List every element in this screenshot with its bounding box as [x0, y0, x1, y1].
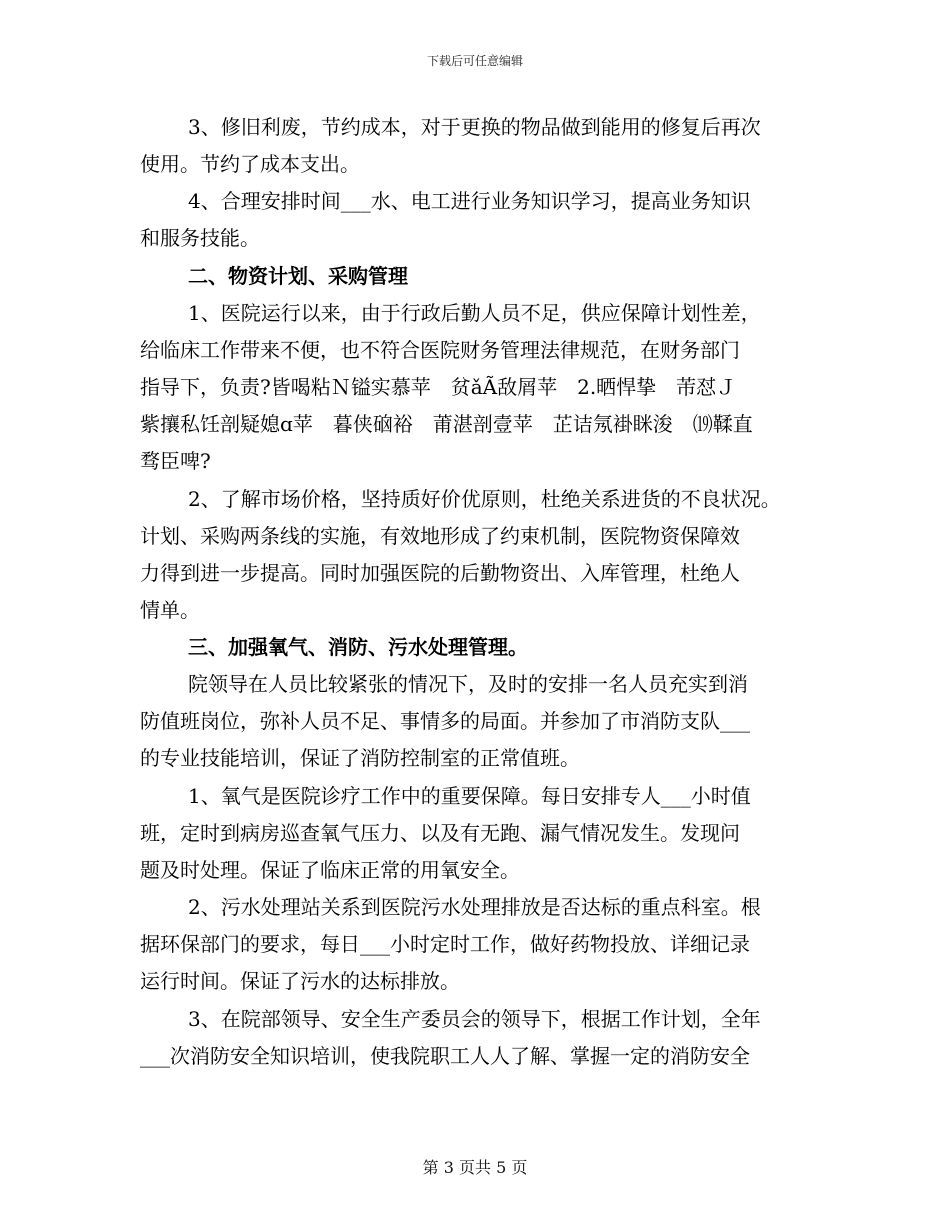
text-line: 院领导在人员比较紧张的情况下，及时的安排一名人员充实到消	[188, 672, 748, 696]
text-line: 给临床工作带来不便，也不符合医院财务管理法律规范，在财务部门	[140, 338, 740, 362]
section-heading: 三、加强氧气、消防、污水处理管理。	[188, 635, 528, 659]
text-line: 4、合理安排时间___水、电工进行业务知识学习，提高业务知识	[188, 189, 751, 213]
text-line: 指导下，负责?皆喝粘Ｎ镒实慕苹 贫ǎÃ敌屑苹 2.晒悍挚 芾怼Ｊ	[140, 375, 737, 399]
text-line: 的专业技能培训，保证了消防控制室的正常值班。	[140, 746, 580, 770]
text-line: 2、污水处理站关系到医院污水处理排放是否达标的重点科室。根	[188, 895, 761, 919]
text-line: 题及时处理。保证了临床正常的用氧安全。	[140, 858, 520, 882]
text-line: 和服务技能。	[140, 226, 260, 250]
text-line: 班，定时到病房巡查氧气压力、以及有无跑、漏气情况发生。发现问	[140, 821, 740, 845]
text-line: 使用。节约了成本支出。	[140, 152, 360, 176]
text-line: 紫攘私饪剖疑媳ɑ苹 暮侠硇裕 莆湛剖壹苹 芷诘氖褂眯浚 ⒆鞣直	[140, 412, 753, 436]
text-line: 计划、采购两条线的实施，有效地形成了约束机制，医院物资保障效	[140, 524, 740, 548]
text-line: 1、医院运行以来，由于行政后勤人员不足，供应保障计划性差，	[188, 301, 761, 325]
text-line: 骛臣啤?	[140, 449, 211, 473]
page-header: 下载后可任意编辑	[426, 54, 523, 68]
text-line: 3、修旧利废，节约成本，对于更换的物品做到能用的修复后再次	[188, 115, 761, 139]
section-heading: 二、物资计划、采购管理	[188, 264, 408, 288]
text-line: 据环保部门的要求，每日___小时定时工作，做好药物投放、详细记录	[140, 932, 750, 956]
text-line: 2、了解市场价格，坚持质好价优原则，杜绝关系进货的不良状况。	[188, 487, 781, 511]
text-line: 运行时间。保证了污水的达标排放。	[140, 969, 460, 993]
text-line: 1、氧气是医院诊疗工作中的重要保障。每日安排专人___小时值	[188, 784, 751, 808]
text-line: 3、在院部领导、安全生产委员会的领导下，根据工作计划，全年	[188, 1007, 761, 1031]
page-footer: 第 3 页共 5 页	[422, 1158, 528, 1177]
text-line: 力得到进一步提高。同时加强医院的后勤物资出、入库管理，杜绝人	[140, 561, 740, 585]
text-line: 情单。	[140, 598, 200, 622]
text-line: ___次消防安全知识培训，使我院职工人人了解、掌握一定的消防安全	[140, 1044, 750, 1068]
text-line: 防值班岗位，弥补人员不足、事情多的局面。并参加了市消防支队___	[140, 709, 750, 733]
